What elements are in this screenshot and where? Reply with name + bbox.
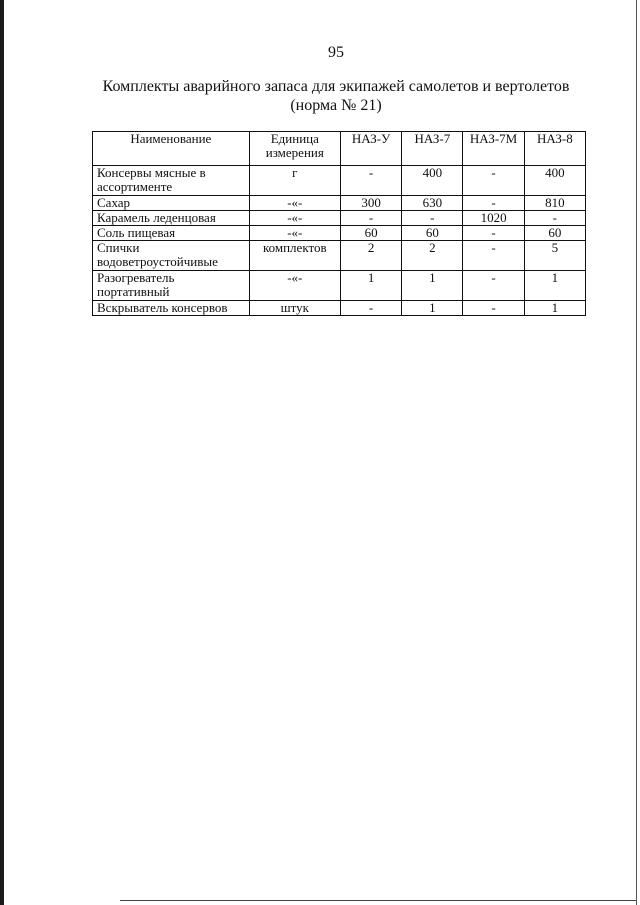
cell-name: Вскрыватель консервов [93, 301, 250, 316]
cell-name: Сахар [93, 196, 250, 211]
cell-name: Консервы мясные в ассортименте [93, 166, 250, 196]
table-row [93, 211, 586, 226]
document-title [0, 77, 640, 115]
cell-naz-u: - [340, 211, 401, 226]
table-header-row [93, 132, 586, 166]
cell-naz-u: 60 [340, 226, 401, 241]
cell-naz-7m: - [463, 166, 524, 196]
cell-unit: -«- [249, 211, 340, 226]
table-body [93, 166, 586, 316]
cell-naz-8: - [524, 211, 585, 226]
cell-naz-7: 2 [402, 241, 463, 271]
supply-kits-table [92, 131, 586, 316]
header-name: Наименование [93, 132, 250, 166]
cell-unit: штук [249, 301, 340, 316]
cell-naz-7: 60 [402, 226, 463, 241]
table-row [93, 226, 586, 241]
cell-naz-u: 2 [340, 241, 401, 271]
header-unit: Единица измерения [249, 132, 340, 166]
cell-naz-u: 1 [340, 271, 401, 301]
cell-unit: -«- [249, 196, 340, 211]
header-naz-7: НАЗ-7 [402, 132, 463, 166]
table-row [93, 301, 586, 316]
title-line-1: Комплекты аварийного запаса для экипажей самолетов и вертолетов [102, 78, 570, 95]
cell-naz-7: 630 [402, 196, 463, 211]
cell-naz-7m: - [463, 241, 524, 271]
cell-name: Карамель леденцовая [93, 211, 250, 226]
scan-edge-bottom [120, 900, 636, 901]
cell-naz-u: - [340, 166, 401, 196]
cell-naz-7: 400 [402, 166, 463, 196]
table-row [93, 166, 586, 196]
cell-naz-7m: - [463, 301, 524, 316]
table-row [93, 196, 586, 211]
cell-naz-7m: - [463, 271, 524, 301]
header-naz-8: НАЗ-8 [524, 132, 585, 166]
cell-unit: -«- [249, 226, 340, 241]
page-number: 95 [328, 44, 344, 61]
scan-edge-right [636, 0, 637, 905]
title-line-2: (норма № 21) [290, 97, 382, 114]
cell-naz-u: 300 [340, 196, 401, 211]
cell-naz-7: 1 [402, 301, 463, 316]
table-row [93, 241, 586, 271]
cell-naz-8: 1 [524, 301, 585, 316]
cell-unit: -«- [249, 271, 340, 301]
cell-name: Соль пищевая [93, 226, 250, 241]
cell-naz-7: 1 [402, 271, 463, 301]
cell-naz-8: 400 [524, 166, 585, 196]
cell-naz-8: 1 [524, 271, 585, 301]
scan-edge-left [0, 0, 4, 905]
cell-naz-8: 60 [524, 226, 585, 241]
table-row [93, 271, 586, 301]
cell-naz-7m: 1020 [463, 211, 524, 226]
header-naz-7m: НАЗ-7М [463, 132, 524, 166]
cell-naz-8: 810 [524, 196, 585, 211]
cell-name: Разогреватель портативный [93, 271, 250, 301]
cell-name: Спички водоветроустойчивые [93, 241, 250, 271]
cell-naz-7m: - [463, 196, 524, 211]
header-naz-u: НАЗ-У [340, 132, 401, 166]
cell-naz-7: - [402, 211, 463, 226]
cell-naz-7m: - [463, 226, 524, 241]
cell-unit: комплектов [249, 241, 340, 271]
cell-naz-8: 5 [524, 241, 585, 271]
cell-naz-u: - [340, 301, 401, 316]
cell-unit: г [249, 166, 340, 196]
